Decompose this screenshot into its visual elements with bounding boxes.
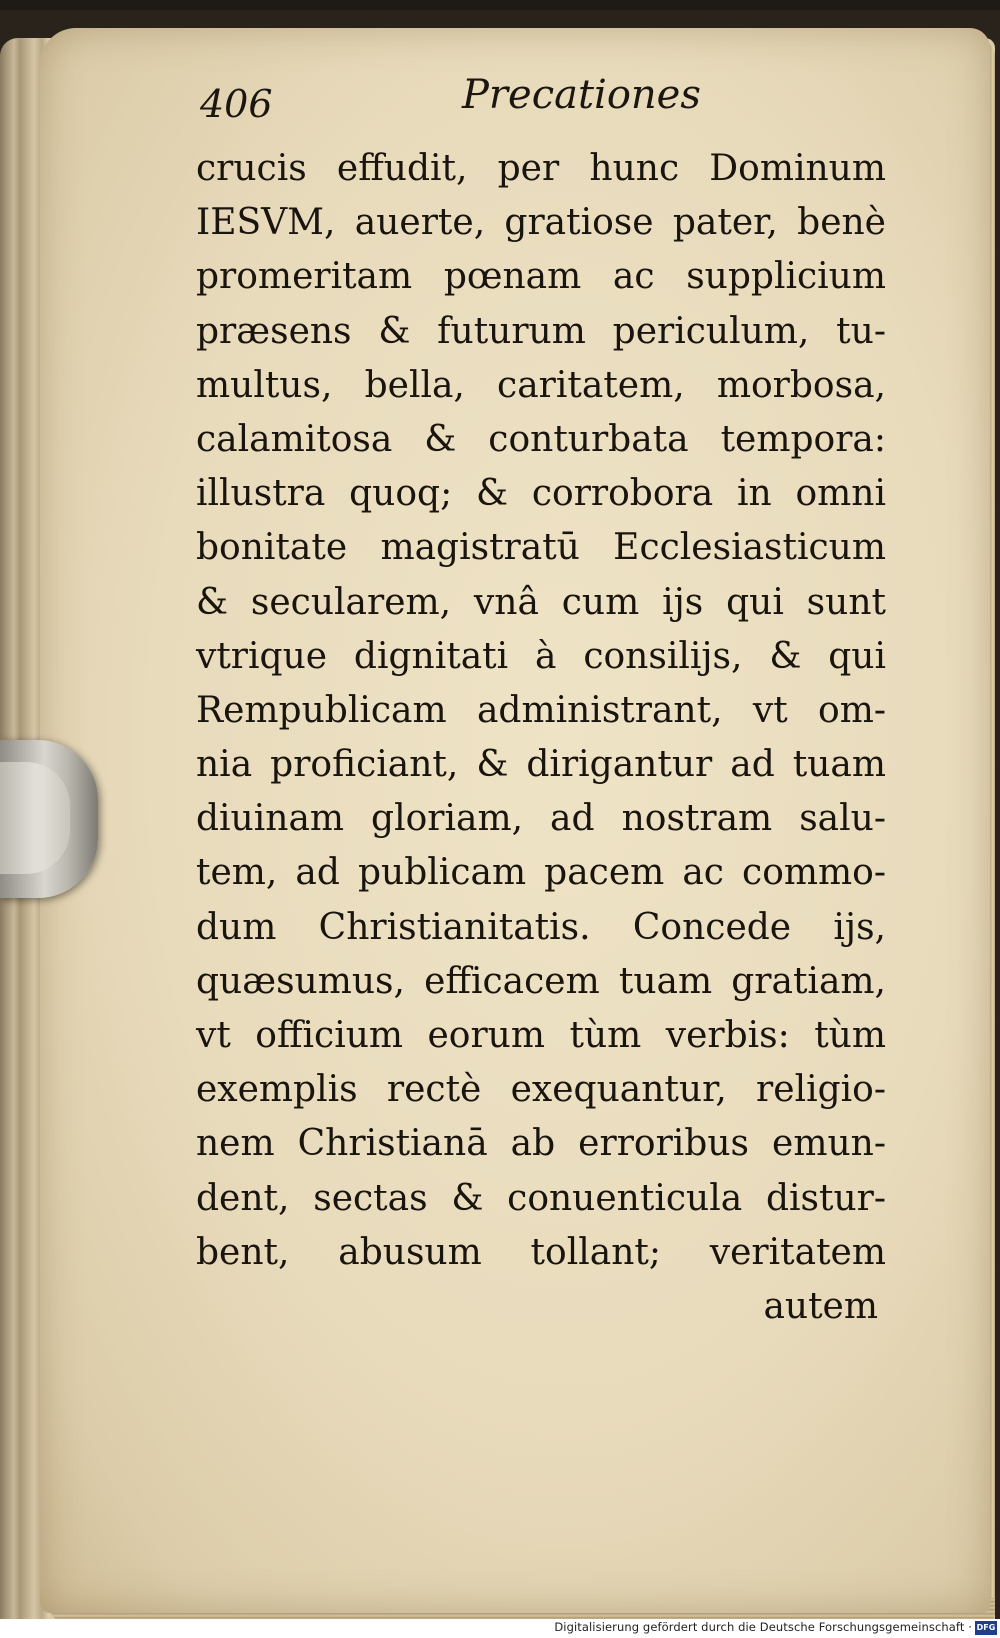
text-line: vt officium eorum tùm verbis: tùm xyxy=(196,1015,886,1056)
text-line: dent, sectas & conuenticula distur- xyxy=(196,1177,886,1219)
text-line: multus, bella, caritatem, morbosa, xyxy=(196,364,886,406)
text-line: bonitate magistratū Ecclesiasticum xyxy=(196,527,886,569)
text-block xyxy=(196,142,886,1334)
footer-credit: Digitalisierung gefördert durch die Deutsche Forschungsgemeinschaft · xyxy=(554,1620,972,1634)
text-line: quæsumus, efficacem tuam gratiam, xyxy=(196,960,886,1002)
digitization-footer xyxy=(0,1619,1000,1638)
text-line: bent, abusum tollant; veritatem xyxy=(196,1231,886,1273)
text-line: Rempublicam administrant, vt om- xyxy=(196,689,886,731)
text-line: nia proficiant, & dirigantur ad tuam xyxy=(196,744,886,786)
text-line: promeritam pœnam ac supplicium xyxy=(196,256,886,298)
text-line: IESVM, auerte, gratiose pater, benè xyxy=(196,202,886,244)
page-number: 406 xyxy=(200,82,273,126)
text-line: calamitosa & conturbata tempora: xyxy=(196,418,886,460)
text-line: & secularem, vnâ cum ijs qui sunt xyxy=(196,581,886,623)
text-line: illustra quoq; & corrobora in omni xyxy=(196,473,886,515)
metal-clasp xyxy=(0,740,98,898)
text-line: exemplis rectè exequantur, religio- xyxy=(196,1069,886,1111)
text-line: diuinam gloriam, ad nostram salu- xyxy=(196,798,886,840)
running-title: Precationes xyxy=(462,72,701,118)
text-line: præsens & futurum periculum, tu- xyxy=(196,310,886,352)
catchword: autem xyxy=(763,1285,878,1327)
text-line: crucis effudit, per hunc Dominum xyxy=(196,148,886,189)
text-line: tem, ad publicam pacem ac commo- xyxy=(196,852,886,894)
dfg-logo: DFG xyxy=(975,1621,997,1635)
text-line: vtrique dignitati à consilijs, & qui xyxy=(196,635,886,677)
clasp-highlight xyxy=(0,762,70,874)
text-line: nem Christianā ab erroribus emun- xyxy=(196,1123,886,1165)
text-line: dum Christianitatis. Concede ijs, xyxy=(196,906,886,948)
running-head xyxy=(200,72,880,132)
